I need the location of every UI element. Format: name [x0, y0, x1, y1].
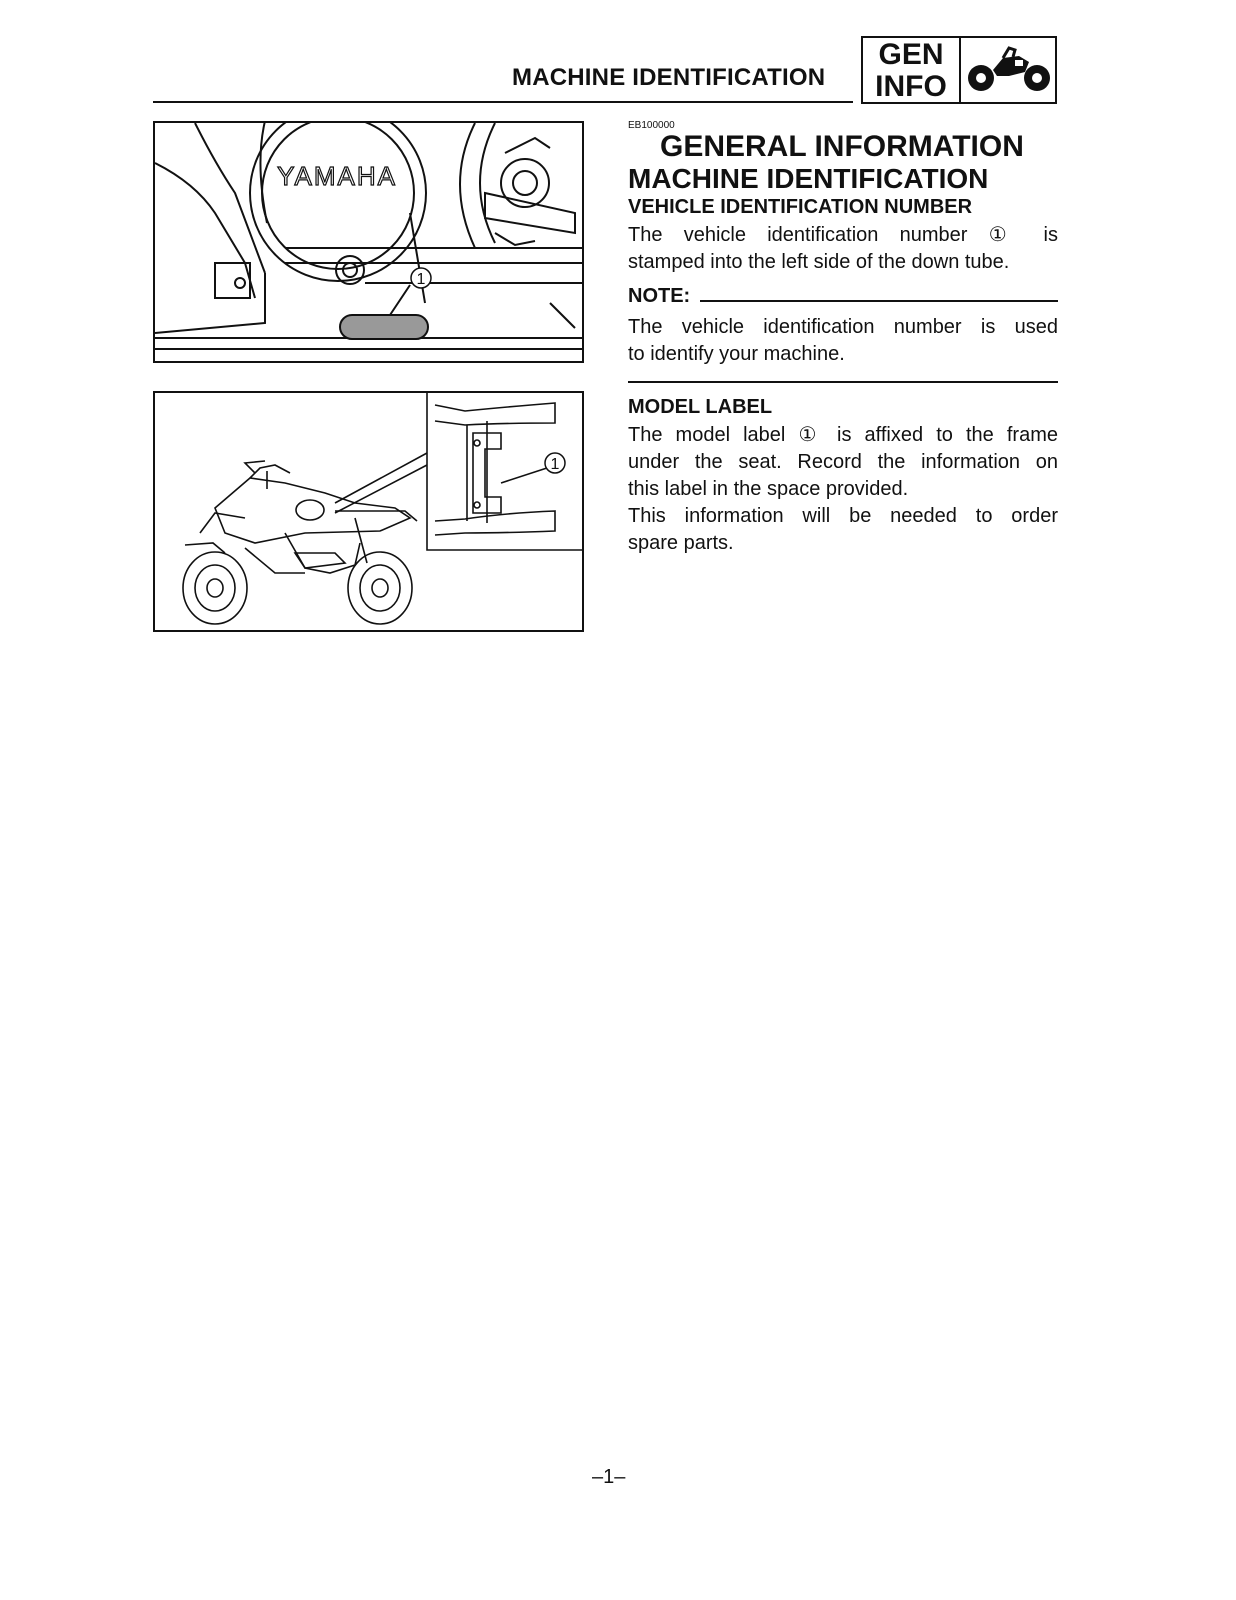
model-label-paragraph	[628, 422, 1058, 557]
note-line: The vehicle identification number is used	[628, 316, 1058, 338]
badge-divider	[959, 38, 961, 102]
vin-heading: VEHICLE IDENTIFICATION NUMBER	[628, 196, 973, 218]
page-number: –1–	[592, 1466, 626, 1488]
model-line: under the seat. Record the information on	[628, 451, 1058, 473]
page-title: GENERAL INFORMATION	[660, 130, 1024, 163]
atv-illustration	[155, 393, 582, 630]
vin-line: The vehicle identification number ① is	[628, 224, 1058, 246]
yamaha-logo-text: YAMAHA	[277, 161, 397, 191]
engine-illustration	[155, 123, 582, 361]
section-title: MACHINE IDENTIFICATION	[512, 64, 826, 91]
model-line: The model label ① is affixed to the frame	[628, 424, 1058, 446]
badge-line-gen: GEN	[878, 38, 944, 71]
subtitle: MACHINE IDENTIFICATION	[628, 163, 989, 194]
atv-icon	[963, 40, 1055, 100]
model-line: spare parts.	[628, 532, 734, 554]
badge-line-info: INFO	[875, 70, 947, 103]
gen-info-badge	[861, 36, 1057, 104]
figure-model-label-location	[153, 391, 584, 632]
model-line: this label in the space provided.	[628, 478, 909, 500]
vin-line: stamped into the left side of the down tube.	[628, 251, 1010, 273]
note-label: NOTE:	[628, 285, 691, 307]
note-paragraph	[628, 314, 1058, 368]
model-line: This information will be needed to order	[628, 505, 1058, 527]
header-rule	[153, 101, 853, 103]
figure-vin-location	[153, 121, 584, 363]
model-label-heading: MODEL LABEL	[628, 396, 773, 418]
callout-number: 1	[416, 271, 426, 288]
callout-number: 1	[550, 456, 560, 473]
note-rule	[700, 300, 1058, 302]
section-code: EB100000	[628, 120, 675, 131]
note-end-rule	[628, 381, 1058, 383]
note-line: to identify your machine.	[628, 343, 845, 365]
vin-paragraph	[628, 222, 1058, 276]
